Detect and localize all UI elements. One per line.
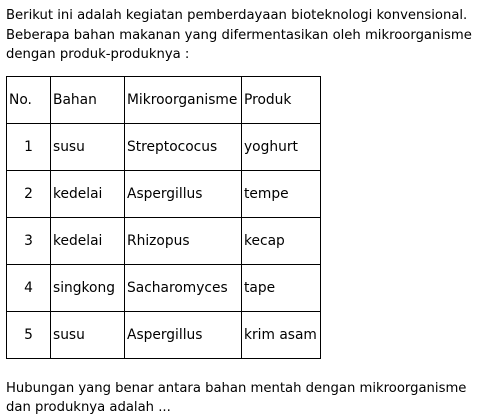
table-row [7,124,321,171]
question-line-2: dan produknya adalah ... [6,400,171,415]
cell-no: 1 [7,124,51,171]
cell-bahan: susu [51,124,125,171]
cell-no: 3 [7,218,51,265]
table-row [7,312,321,359]
cell-mikroorganisme: Aspergillus [125,312,242,359]
cell-no: 4 [7,265,51,312]
header-no: No. [7,77,51,124]
cell-bahan: susu [51,312,125,359]
intro-line-1: Berikut ini adalah kegiatan pemberdayaan bioteknologi konvensional. [6,8,468,23]
table-header-row [7,77,321,124]
cell-produk: yoghurt [242,124,321,171]
question-line-1: Hubungan yang benar antara bahan mentah dengan mikroorganisme [6,381,467,396]
cell-produk: kecap [242,218,321,265]
cell-bahan: singkong [51,265,125,312]
cell-no: 5 [7,312,51,359]
cell-mikroorganisme: Rhizopus [125,218,242,265]
header-bahan: Bahan [51,77,125,124]
header-mikroorganisme: Mikroorganisme [125,77,242,124]
cell-mikroorganisme: Streptococus [125,124,242,171]
cell-mikroorganisme: Sacharomyces [125,265,242,312]
intro-paragraph [6,6,502,65]
cell-mikroorganisme: Aspergillus [125,171,242,218]
table-row [7,171,321,218]
question-paragraph [6,379,502,417]
cell-produk: krim asam [242,312,321,359]
header-produk: Produk [242,77,321,124]
fermentation-table [6,76,321,359]
cell-bahan: kedelai [51,171,125,218]
cell-bahan: kedelai [51,218,125,265]
cell-no: 2 [7,171,51,218]
intro-line-3: dengan produk-produknya : [6,47,190,62]
table-row [7,218,321,265]
cell-produk: tape [242,265,321,312]
cell-produk: tempe [242,171,321,218]
intro-line-2: Beberapa bahan makanan yang difermentasikan oleh mikroorganisme [6,27,472,43]
table-row [7,265,321,312]
